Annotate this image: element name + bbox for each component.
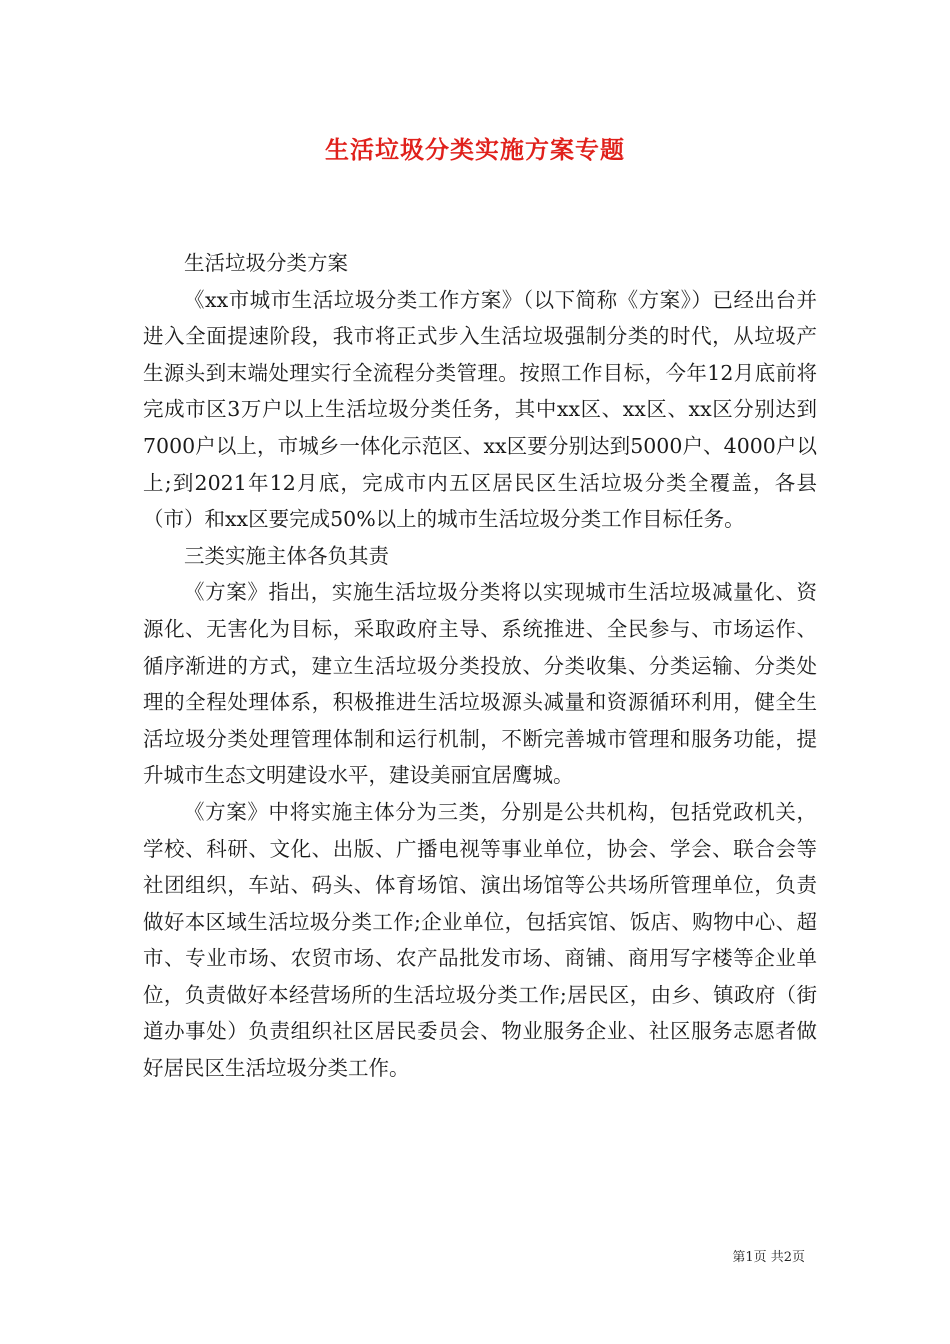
paragraph: 《方案》中将实施主体分为三类，分别是公共机构，包括党政机关，学校、科研、文化、出版、广播电视等事业单位，协会、学会、联合会等社团组织，车站、码头、体育场馆、演出场馆等公共场所管理单位，负责做好本区域生活垃圾分类工作;企业单位，包括宾馆、饭店、购物中心、超市、专业市场、农贸市场、农产品批发市场、商铺、商用写字楼等企业单位，负责做好本经营场所的生活垃圾分类工作;居民区，由乡、镇政府（街道办事处）负责组织社区居民委员会、物业服务企业、社区服务志愿者做好居民区生活垃圾分类工作。 (143, 799, 817, 1081)
document-title: 生活垃圾分类实施方案专题 (325, 135, 625, 164)
page-number-footer: 第1页 共2页 (732, 1250, 805, 1265)
paragraph: 《方案》指出，实施生活垃圾分类将以实现城市生活垃圾减量化、资源化、无害化为目标，采取政府主导、系统推进、全民参与、市场运作、循序渐进的方式，建立生活垃圾分类投放、分类收集、分类运输、分类处理的全程处理体系，积极推进生活垃圾源头减量和资源循环利用，健全生活垃圾分类处理管理体制和运行机制，不断完善城市管理和服务功能，提升城市生态文明建设水平，建设美丽宜居鹰城。 (143, 580, 817, 788)
document-body (143, 245, 817, 1087)
section-heading: 生活垃圾分类方案 (184, 251, 348, 275)
section-heading: 三类实施主体各负其责 (184, 543, 389, 568)
paragraph: 《xx市城市生活垃圾分类工作方案》（以下简称《方案》）已经出台并进入全面提速阶段，我市将正式步入生活垃圾强制分类的时代，从垃圾产生源头到末端处理实行全流程分类管理。按照工作目标，今年12月底前将完成市区3万户以上生活垃圾分类任务，其中xx区、xx区、xx区分别达到7000户以上，市城乡一体化示范区、xx区要分别达到5000户、4000户以上;到2021年12月底，完成市内五区居民区生活垃圾分类全覆盖，各县（市）和xx区要完成50%以上的城市生活垃圾分类工作目标任务。 (143, 287, 817, 532)
